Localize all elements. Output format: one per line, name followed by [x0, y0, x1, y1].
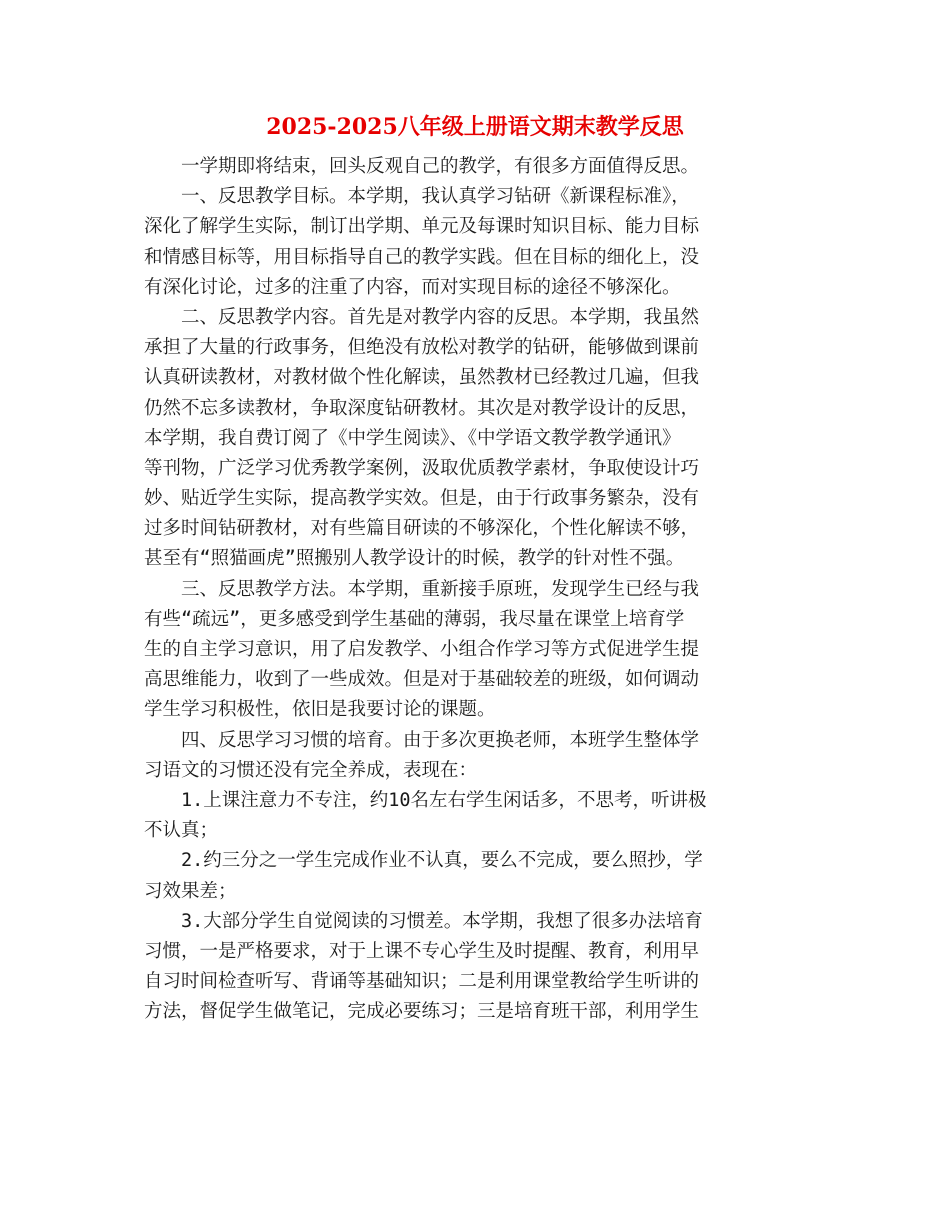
text-line: 有深化讨论，过多的注重了内容，而对实现目标的途径不够深化。: [144, 276, 681, 298]
text-line: 方法，督促学生做笔记，完成必要练习；三是培育班干部，利用学生: [144, 1001, 700, 1023]
text-line: 1.上课注意力不专注，约10名左右学生闲话多，不思考，听讲极: [144, 789, 707, 811]
text-line: 妙、贴近学生实际，提高教学实效。但是，由于行政事务繁杂，没有: [144, 488, 700, 510]
text-line: 3.大部分学生自觉阅读的习惯差。本学期，我想了很多办法培育: [144, 910, 703, 932]
text-line: 有些“疏远”，更多感受到学生基础的薄弱，我尽量在课堂上培育学: [144, 608, 685, 630]
text-line: 本学期，我自费订阅了《中学生阅读》、《中学语文教学教学通讯》: [144, 427, 681, 449]
text-line: 认真研读教材，对教材做个性化解读，虽然教材已经教过几遍，但我: [144, 367, 700, 389]
text-line: 深化了解学生实际，制订出学期、单元及每课时知识目标、能力目标: [144, 216, 700, 238]
text-line: 承担了大量的行政事务，但绝没有放松对教学的钻研，能够做到课前: [144, 337, 700, 359]
text-line: 等刊物，广泛学习优秀教学案例，汲取优质教学素材，争取使设计巧: [144, 457, 700, 479]
text-line: 三、反思教学方法。本学期，重新接手原班，发现学生已经与我: [144, 578, 700, 600]
text-line: 习惯，一是严格要求，对于上课不专心学生及时提醒、教育，利用早: [144, 940, 700, 962]
text-line: 一学期即将结束，回头反观自己的教学，有很多方面值得反思。: [144, 156, 700, 177]
text-line: 甚至有“照猫画虎”照搬别人教学设计的时候，教学的针对性不强。: [144, 548, 685, 570]
text-line: 习语文的习惯还没有完全养成，表现在：: [144, 759, 478, 781]
text-line: 和情感目标等，用目标指导自己的教学实践。但在目标的细化上，没: [144, 246, 700, 268]
text-line: 学生学习积极性，依旧是我要讨论的课题。: [144, 699, 496, 721]
text-line: 一、反思教学目标。本学期，我认真学习钻研《新课程标准》，: [144, 186, 690, 208]
text-line: 生的自主学习意识，用了启发教学、小组合作学习等方式促进学生提: [144, 639, 700, 660]
text-line: 不认真；: [144, 820, 219, 842]
document-title: 2025-2025八年级上册语文期末教学反思: [266, 114, 684, 140]
text-line: 习效果差；: [144, 880, 237, 902]
text-line: 自习时间检查听写、背诵等基础知识；二是利用课堂教给学生听讲的: [144, 971, 700, 993]
text-line: 仍然不忘多读教材，争取深度钻研教材。其次是对教学设计的反思，: [144, 397, 700, 419]
text-line: 过多时间钻研教材，对有些篇目研读的不够深化，个性化解读不够，: [144, 518, 700, 540]
document-body: [144, 152, 798, 1027]
text-line: 2.约三分之一学生完成作业不认真，要么不完成，要么照抄，学: [144, 850, 703, 872]
text-line: 高思维能力，收到了一些成效。但是对于基础较差的班级，如何调动: [144, 669, 700, 691]
text-line: 四、反思学习习惯的培育。由于多次更换老师，本班学生整体学: [144, 729, 700, 751]
text-line: 二、反思教学内容。首先是对教学内容的反思。本学期，我虽然: [144, 306, 700, 328]
